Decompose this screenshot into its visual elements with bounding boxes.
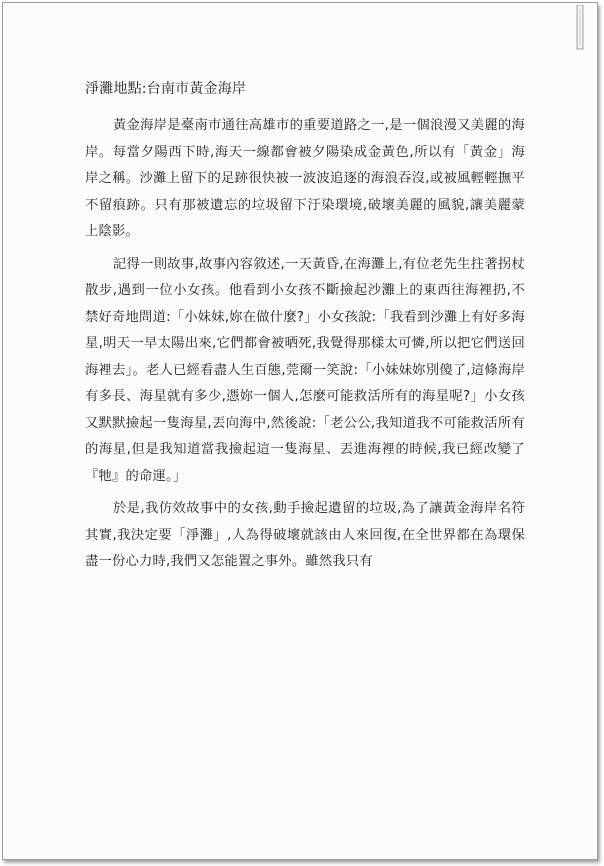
page-title: 淨灘地點:台南市黃金海岸 — [85, 81, 247, 97]
paragraph-1: 黃金海岸是臺南市通往高雄市的重要道路之一,是一個浪漫又美麗的海岸。每當夕陽西下時,海天一線都會被夕陽染成金黃色,所以有「黃金」海岸之稱。沙灘上留下的足跡很快被一波波追逐的海浪吞沒,或被風輕輕撫平不留痕跡。只有那被遺忘的垃圾留下汙染環境,破壞美麗的風貌,讓美麗蒙上陰影。 — [85, 118, 525, 239]
paragraph-2: 記得一則故事,故事內容敘述,一天黃昏,在海灘上,有位老先生拄著拐杖散步,遇到一位小女孩。他看到小女孩不斷撿起沙灘上的東西往海裡扔,不禁好奇地問道:「小妹妹,妳在做什麼?」小女孩說:「我看到沙灘上有好多海星,明天一早太陽出來,它們都會被晒死,我覺得那樣太可憐,所以把它們送回海裡去」。老人已經看盡人生百態,莞爾一笑說:「小妹妹妳別傻了,這條海岸有多長、海星就有多少,憑妳一個人,怎麼可能救活所有的海星呢?」小女孩又默默撿起一隻海星,丟向海中,然後說:「老公公,我知道我不可能救活所有的海星,但是我知道當我撿起這一隻海星、丟進海裡的時候,我已經改變了『牠』的命運。」 — [85, 256, 525, 484]
page-edge-tab-icon — [574, 5, 588, 53]
document-page — [2, 2, 598, 860]
document-body — [85, 79, 525, 582]
paragraph-3: 於是,我仿效故事中的女孩,動手撿起遺留的垃圾,為了讓黃金海岸名符其實,我決定要「淨灘」,人為得破壞就該由人來回復,在全世界都在為環保盡一份心力時,我們又怎能置之事外。雖然我只有 — [85, 501, 525, 569]
